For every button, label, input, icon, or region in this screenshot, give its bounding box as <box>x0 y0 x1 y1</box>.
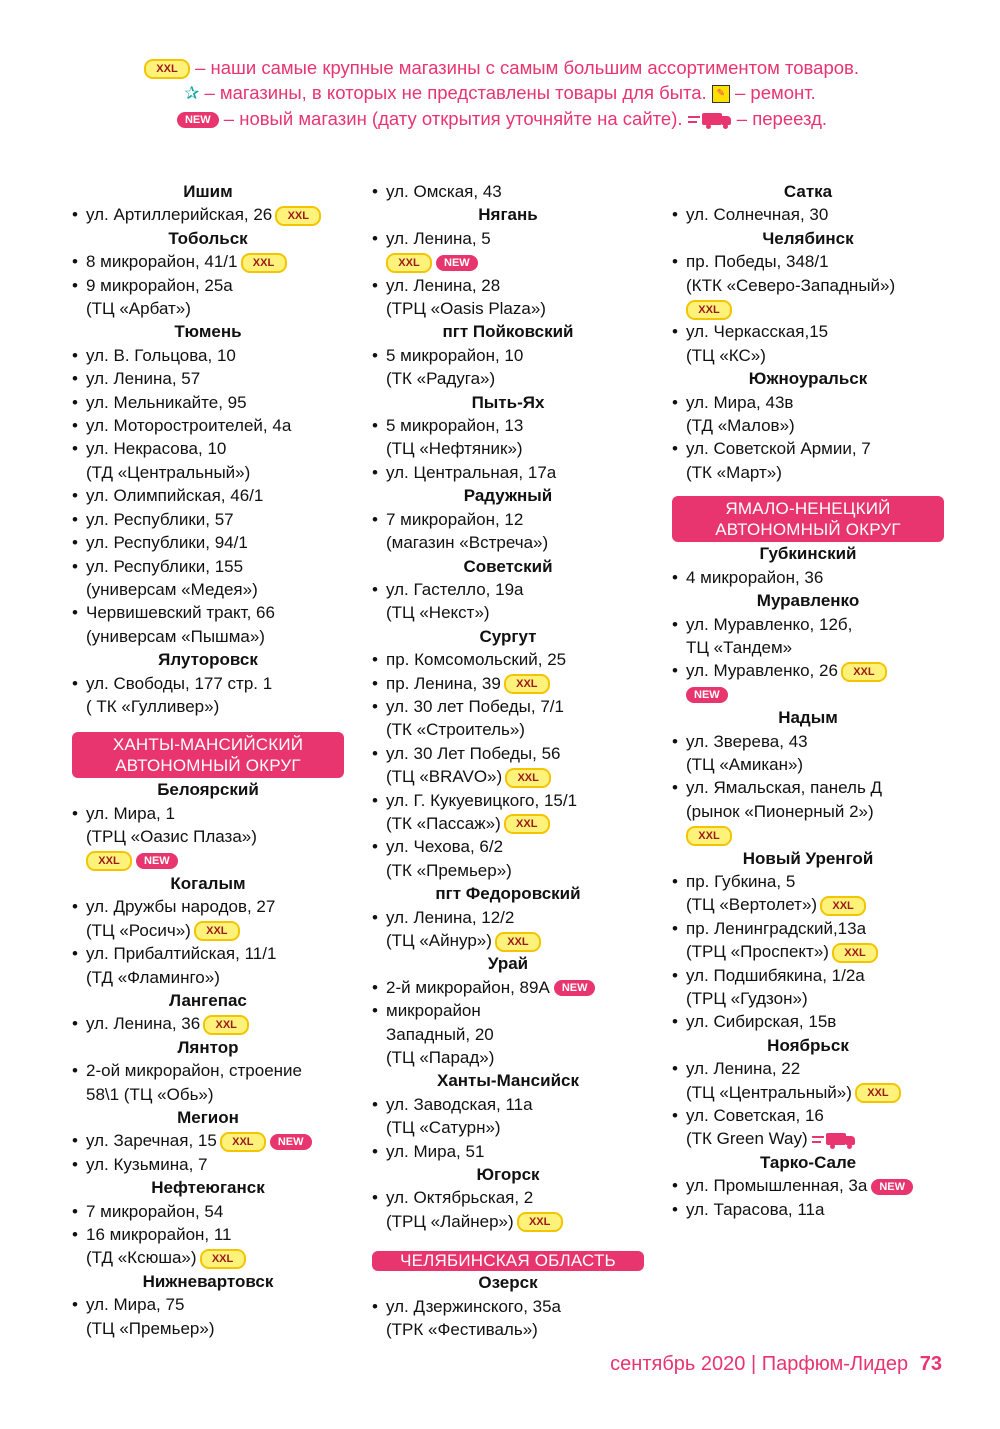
legend <box>0 55 1000 131</box>
store-mall: (ТД «Ксюша») XXL <box>72 1246 344 1269</box>
store-mall: ( ТК «Гулливер») <box>86 696 220 716</box>
store-mall: (ТЦ «Центральный») XXL <box>672 1081 944 1104</box>
store-address: • ул. Ямальская, панель Д <box>672 776 944 799</box>
xxl-badge-icon: XXL <box>194 921 240 941</box>
badge-row <box>672 683 944 706</box>
store-address: • ул. Солнечная, 30 <box>672 203 944 226</box>
store-address: • ул. Гастелло, 19а <box>372 578 644 601</box>
store-address: • ул. Мира, 43в <box>672 391 944 414</box>
city-heading: пгт Федоровский <box>435 884 581 904</box>
xxl-badge-icon: XXL <box>386 253 432 273</box>
store-address: • ул. Республики, 155 <box>72 555 344 578</box>
store-address: • ул. Муравленко, 12б, <box>672 613 944 636</box>
city-heading: Озерск <box>478 1273 538 1293</box>
store-mall: (ТРЦ «Проспект») XXL <box>672 940 944 963</box>
region-heading-yanao: ЯМАЛО-НЕНЕЦКИЙ АВТОНОМНЫЙ ОКРУГ <box>672 496 944 542</box>
column-1 <box>72 180 344 1340</box>
store-address: • ул. Мира, 75 <box>72 1293 344 1316</box>
store-address: • Червишевский тракт, 66 <box>72 601 344 624</box>
new-badge-icon: NEW <box>177 112 219 128</box>
truck-icon <box>812 1132 856 1148</box>
store-address: • ул. Республики, 94/1 <box>72 531 344 554</box>
store-address: • ул. Омская, 43 <box>372 180 644 203</box>
store-address: • ул. Черкасская,15 <box>672 320 944 343</box>
store-mall: (ТРЦ «Oasis Plaza») <box>386 299 546 319</box>
badge-row <box>372 250 644 273</box>
city-heading: Югорск <box>476 1165 540 1185</box>
store-mall: (ТЦ «Амикан») <box>686 754 804 774</box>
store-address: • пр. Ленина, 39 XXL <box>372 672 644 695</box>
store-address: • ул. Некрасова, 10 <box>72 437 344 460</box>
store-address: • 8 микрорайон, 41/1 XXL <box>72 250 344 273</box>
star-icon: ✰ <box>184 83 200 103</box>
legend-line-new: NEW – новый магазин (дату открытия уточняйте на сайте). – переезд. <box>0 106 1000 131</box>
legend-line-star: ✰ – магазины, в которых не представлены товары для быта. ✎ – ремонт. <box>0 80 1000 106</box>
badge-row <box>672 297 944 320</box>
store-mall: 58\1 (ТЦ «Обь») <box>86 1084 214 1104</box>
footer-separator: | <box>750 1353 757 1375</box>
new-badge-icon: NEW <box>270 1134 312 1150</box>
store-mall: (ТК «Премьер») <box>386 860 512 880</box>
store-address: • ул. Сибирская, 15в <box>672 1010 944 1033</box>
new-badge-icon: NEW <box>554 980 596 996</box>
region-heading-hmao: ХАНТЫ-МАНСИЙСКИЙ АВТОНОМНЫЙ ОКРУГ <box>72 732 344 778</box>
xxl-badge-icon: XXL <box>241 253 287 273</box>
store-address: • ул. Ленина, 5 <box>372 227 644 250</box>
city-heading: Лянтор <box>177 1037 239 1057</box>
xxl-badge-icon: XXL <box>855 1083 901 1103</box>
store-mall: (ТРЦ «Гудзон») <box>686 989 808 1008</box>
store-mall: (ТЦ «КС») <box>686 345 766 365</box>
city-heading: Муравленко <box>756 591 860 611</box>
store-mall: (ТРК «Фестиваль») <box>386 1320 538 1340</box>
store-mall: (ТК Green Way) <box>672 1127 944 1150</box>
footer-magazine: Парфюм-Лидер <box>761 1353 909 1375</box>
store-address: • ул. Муравленко, 26 XXL <box>672 659 944 682</box>
xxl-badge-icon: XXL <box>686 826 732 846</box>
city-heading: Южноуральск <box>748 369 868 389</box>
store-address: • ул. Советской Армии, 7 <box>672 437 944 460</box>
store-mall: (ТК «Радуга») <box>386 369 496 389</box>
store-address: • пр. Ленинградский,13а <box>672 917 944 940</box>
store-address: • 7 микрорайон, 12 <box>372 508 644 531</box>
legend-line-xxl: XXL – наши самые крупные магазины с самым большим ассортиментом товаров. <box>0 55 1000 80</box>
new-badge-icon: NEW <box>871 1179 913 1195</box>
page-footer <box>610 1353 942 1376</box>
store-address: • ул. Дзержинского, 35а <box>372 1295 644 1318</box>
city-heading: Тобольск <box>168 228 248 248</box>
store-address: • 16 микрорайон, 11 <box>72 1223 344 1246</box>
store-mall: (рынок «Пионерный 2») <box>686 801 874 821</box>
city-heading: Ханты-Мансийск <box>437 1071 579 1091</box>
new-badge-icon: NEW <box>136 853 178 869</box>
column-3 <box>672 180 944 1221</box>
column-2 <box>372 180 644 1342</box>
store-mall: (магазин «Встреча») <box>386 533 549 553</box>
store-mall: (ТД «Фламинго») <box>86 967 220 987</box>
store-mall: (ТРЦ «Оазис Плаза») <box>86 827 257 847</box>
city-heading: Ялуторовск <box>158 650 258 670</box>
new-badge-icon: NEW <box>436 255 478 271</box>
store-mall: (ТК «Строитель») <box>386 720 525 740</box>
store-address: • ул. Заводская, 11а <box>372 1093 644 1116</box>
city-heading: Ишим <box>183 182 233 201</box>
store-mall: (ТЦ «Сатурн») <box>386 1118 501 1138</box>
store-address: • 2-ой микрорайон, строение <box>72 1059 344 1082</box>
store-address: • ул. Мира, 51 <box>372 1140 644 1163</box>
store-address: • ул. Свободы, 177 стр. 1 <box>72 672 344 695</box>
store-mall: (ТЦ «Арбат») <box>86 299 191 319</box>
store-mall: (универсам «Медея») <box>86 579 258 599</box>
store-address: • 5 микрорайон, 10 <box>372 344 644 367</box>
city-heading: Ноябрьск <box>767 1035 849 1055</box>
store-mall: ТЦ «Тандем» <box>686 637 793 657</box>
city-heading: Тарко-Сале <box>759 1152 857 1172</box>
xxl-badge-icon: XXL <box>200 1249 246 1269</box>
store-address: • ул. Ленина, 28 <box>372 274 644 297</box>
store-address: • ул. Прибалтийская, 11/1 <box>72 942 344 965</box>
city-heading: Сургут <box>479 626 537 646</box>
badge-row <box>672 823 944 846</box>
xxl-badge-icon: XXL <box>275 206 321 226</box>
store-mall: (ТК «Март») <box>686 462 782 482</box>
store-mall: (ТД «Малов») <box>686 416 795 436</box>
city-heading: пгт Пойковский <box>442 322 574 342</box>
new-badge-icon: NEW <box>686 687 728 703</box>
xxl-badge-icon: XXL <box>505 768 551 788</box>
store-address: • ул. Дружбы народов, 27 <box>72 895 344 918</box>
store-address: • ул. Артиллерийская, 26 XXL <box>72 203 344 226</box>
badge-row <box>72 849 344 872</box>
store-address: • ул. Ленина, 36 XXL <box>72 1012 344 1035</box>
city-heading: Радужный <box>463 486 553 506</box>
store-address: • 2-й микрорайон, 89А NEW <box>372 976 644 999</box>
city-heading: Пыть-Ях <box>471 392 545 412</box>
xxl-badge-icon: XXL <box>504 674 550 694</box>
city-heading: Белоярский <box>157 780 259 800</box>
store-mall: (ТЦ «Премьер») <box>86 1318 215 1338</box>
xxl-badge-icon: XXL <box>220 1132 266 1152</box>
store-address: • ул. Тарасова, 11а <box>672 1198 944 1221</box>
store-mall: (ТЦ «Парад») <box>386 1048 495 1068</box>
city-heading: Советский <box>463 556 553 576</box>
city-heading: Мегион <box>177 1108 239 1128</box>
store-address: • ул. В. Гольцова, 10 <box>72 344 344 367</box>
xxl-badge-icon: XXL <box>820 896 866 916</box>
store-address: • пр. Победы, 348/1 <box>672 250 944 273</box>
store-address: • ул. Зверева, 43 <box>672 730 944 753</box>
city-heading: Когалым <box>170 873 246 893</box>
region-heading-chelyabinsk: ЧЕЛЯБИНСКАЯ ОБЛАСТЬ <box>372 1251 644 1271</box>
store-address: • ул. Кузьмина, 7 <box>72 1153 344 1176</box>
store-mall: (ТЦ «Айнур») XXL <box>372 929 644 952</box>
xxl-badge-icon: XXL <box>203 1015 249 1035</box>
city-heading: Тюмень <box>174 322 242 342</box>
store-address: • ул. Заречная, 15 XXL NEW <box>72 1129 344 1152</box>
xxl-badge-icon: XXL <box>686 300 732 320</box>
store-address: • микрорайон <box>372 999 644 1022</box>
city-heading: Урай <box>487 954 529 974</box>
store-address: • 9 микрорайон, 25а <box>72 274 344 297</box>
store-address: • ул. Г. Кукуевицкого, 15/1 <box>372 789 644 812</box>
store-mall: (универсам «Пышма») <box>86 626 265 646</box>
city-heading: Новый Уренгой <box>742 848 874 868</box>
store-address: • ул. Олимпийская, 46/1 <box>72 484 344 507</box>
store-address: • ул. Чехова, 6/2 <box>372 835 644 858</box>
store-mall: (ТРЦ «Лайнер») XXL <box>372 1210 644 1233</box>
store-address: • 5 микрорайон, 13 <box>372 414 644 437</box>
city-heading: Губкинский <box>759 544 857 564</box>
truck-icon <box>688 112 732 128</box>
store-address: • ул. Мира, 1 <box>72 802 344 825</box>
store-address: • 7 микрорайон, 54 <box>72 1200 344 1223</box>
store-address: • пр. Комсомольский, 25 <box>372 648 644 671</box>
store-mall: (ТЦ «BRAVO») XXL <box>372 765 644 788</box>
store-address: • ул. 30 лет Победы, 7/1 <box>372 695 644 718</box>
store-address: • ул. Октябрьская, 2 <box>372 1186 644 1209</box>
xxl-badge-icon: XXL <box>144 59 190 79</box>
xxl-badge-icon: XXL <box>517 1212 563 1232</box>
store-mall: (ТЦ «Некст») <box>386 603 490 623</box>
store-mall: (ТЦ «Росич») XXL <box>72 919 344 942</box>
store-address: • ул. Ленина, 22 <box>672 1057 944 1080</box>
store-address: • ул. Республики, 57 <box>72 508 344 531</box>
city-heading: Челябинск <box>762 228 854 248</box>
city-heading: Лангепас <box>169 991 247 1010</box>
city-heading: Сатка <box>783 182 833 201</box>
xxl-badge-icon: XXL <box>86 851 132 871</box>
store-address: • 4 микрорайон, 36 <box>672 566 944 589</box>
store-mall: (ТЦ «Нефтяник») <box>386 439 523 459</box>
store-address-cont: Западный, 20 <box>386 1024 494 1044</box>
store-address: • ул. Советская, 16 <box>672 1104 944 1127</box>
store-mall: (ТК «Пассаж») XXL <box>372 812 644 835</box>
store-address: • ул. 30 Лет Победы, 56 <box>372 742 644 765</box>
store-address: • ул. Промышленная, 3а NEW <box>672 1174 944 1197</box>
repair-icon: ✎ <box>712 85 730 103</box>
city-heading: Нефтеюганск <box>151 1178 265 1198</box>
store-address: • ул. Подшибякина, 1/2а <box>672 964 944 987</box>
store-address: • ул. Мельникайте, 95 <box>72 391 344 414</box>
store-mall: (ТЦ «Вертолет») XXL <box>672 893 944 916</box>
footer-issue: сентябрь 2020 <box>610 1353 746 1375</box>
xxl-badge-icon: XXL <box>841 662 887 682</box>
city-heading: Нягань <box>478 205 538 225</box>
store-mall: (ТД «Центральный») <box>86 462 251 482</box>
store-address: • ул. Ленина, 57 <box>72 367 344 390</box>
city-heading: Нижневартовск <box>142 1271 274 1291</box>
xxl-badge-icon: XXL <box>832 943 878 963</box>
page-number: 73 <box>919 1353 942 1375</box>
city-heading: Надым <box>778 708 838 728</box>
store-address: • ул. Ленина, 12/2 <box>372 906 644 929</box>
store-address: • пр. Губкина, 5 <box>672 870 944 893</box>
xxl-badge-icon: XXL <box>504 814 550 834</box>
store-address: • ул. Моторостроителей, 4а <box>72 414 344 437</box>
xxl-badge-icon: XXL <box>495 932 541 952</box>
store-address: • ул. Центральная, 17а <box>372 461 644 484</box>
store-mall: (КТК «Северо-Западный») <box>686 275 896 295</box>
